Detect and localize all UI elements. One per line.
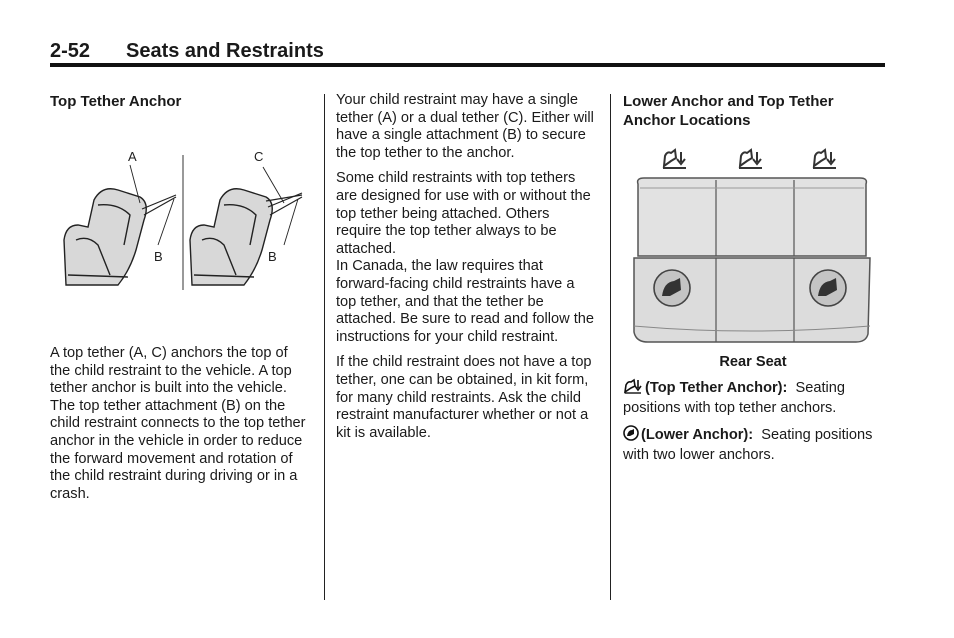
- tether-symbols-row: [663, 150, 836, 168]
- header-rule: [50, 63, 885, 67]
- top-tether-paragraph: A top tether (A, C) anchors the top of the child restraint to the vehicle. A top tether anchor is built into the vehicle. The top tether attachment (B) on the child restraint connects to the top tether anchor in the vehicle in order to reduce the forward movement and rotation of the child restraint during driving or in a crash.: [50, 345, 306, 502]
- column-divider-1: [324, 94, 325, 600]
- rear-seat-illustration: [630, 138, 874, 346]
- paragraph-canada-law: In Canada, the law requires that forward-facing child restraints have a top tether, and that the tether be attached. Be sure to read and follow the instructions for your child restraint.: [336, 258, 594, 345]
- paragraph-tether-kit: If the child restraint does not have a top tether, one can be obtained, in kit form, for many child restraints. Ask the child restraint manufacturer whether or not a kit is available.: [336, 354, 592, 441]
- column-divider-2: [610, 94, 611, 600]
- legend-lower-anchor: [623, 425, 885, 464]
- section-title: Seats and Restraints: [126, 40, 324, 62]
- label-c: C: [254, 149, 264, 164]
- lower-anchor-marker-right: [810, 270, 846, 306]
- column-2: [336, 92, 598, 450]
- child-seat-single-tether: [64, 165, 176, 285]
- column-1: [50, 92, 312, 502]
- symbol-legend: [623, 378, 885, 472]
- lower-anchor-marker-left: [654, 270, 690, 306]
- label-b-left: B: [154, 249, 163, 264]
- legend-top-tether: [623, 378, 885, 417]
- paragraph-optional-tether: Some child restraints with top tethers are designed for use with or without the top tether being attached. Others require the top tether always to be attached.: [336, 170, 591, 257]
- lower-anchor-symbol-icon: [623, 425, 639, 447]
- label-a: A: [128, 149, 137, 164]
- legend-top-tether-text: Seating positions with top tether anchors.: [623, 380, 846, 416]
- seatback: [638, 178, 867, 256]
- child-seat-dual-tether: [190, 167, 302, 285]
- label-b-right: B: [268, 249, 277, 264]
- tether-illustration: [58, 145, 312, 295]
- page-number: 2-52: [50, 40, 91, 62]
- top-tether-symbol-icon: [623, 378, 643, 400]
- rear-seat-caption: Rear Seat: [719, 354, 787, 370]
- legend-lower-anchor-text: Seating positions with two lower anchors.: [623, 427, 873, 463]
- anchor-locations-heading: Lower Anchor and Top Tether Anchor Locations: [623, 93, 834, 129]
- legend-lower-anchor-term: (Lower Anchor):: [641, 427, 754, 444]
- top-tether-anchor-heading: Top Tether Anchor: [50, 93, 182, 110]
- legend-top-tether-term: (Top Tether Anchor):: [645, 380, 788, 396]
- paragraph-single-dual-tether: Your child restraint may have a single tether (A) or a dual tether (C). Either will have a single attachment (B) to secure the top tether to the anchor.: [336, 92, 594, 161]
